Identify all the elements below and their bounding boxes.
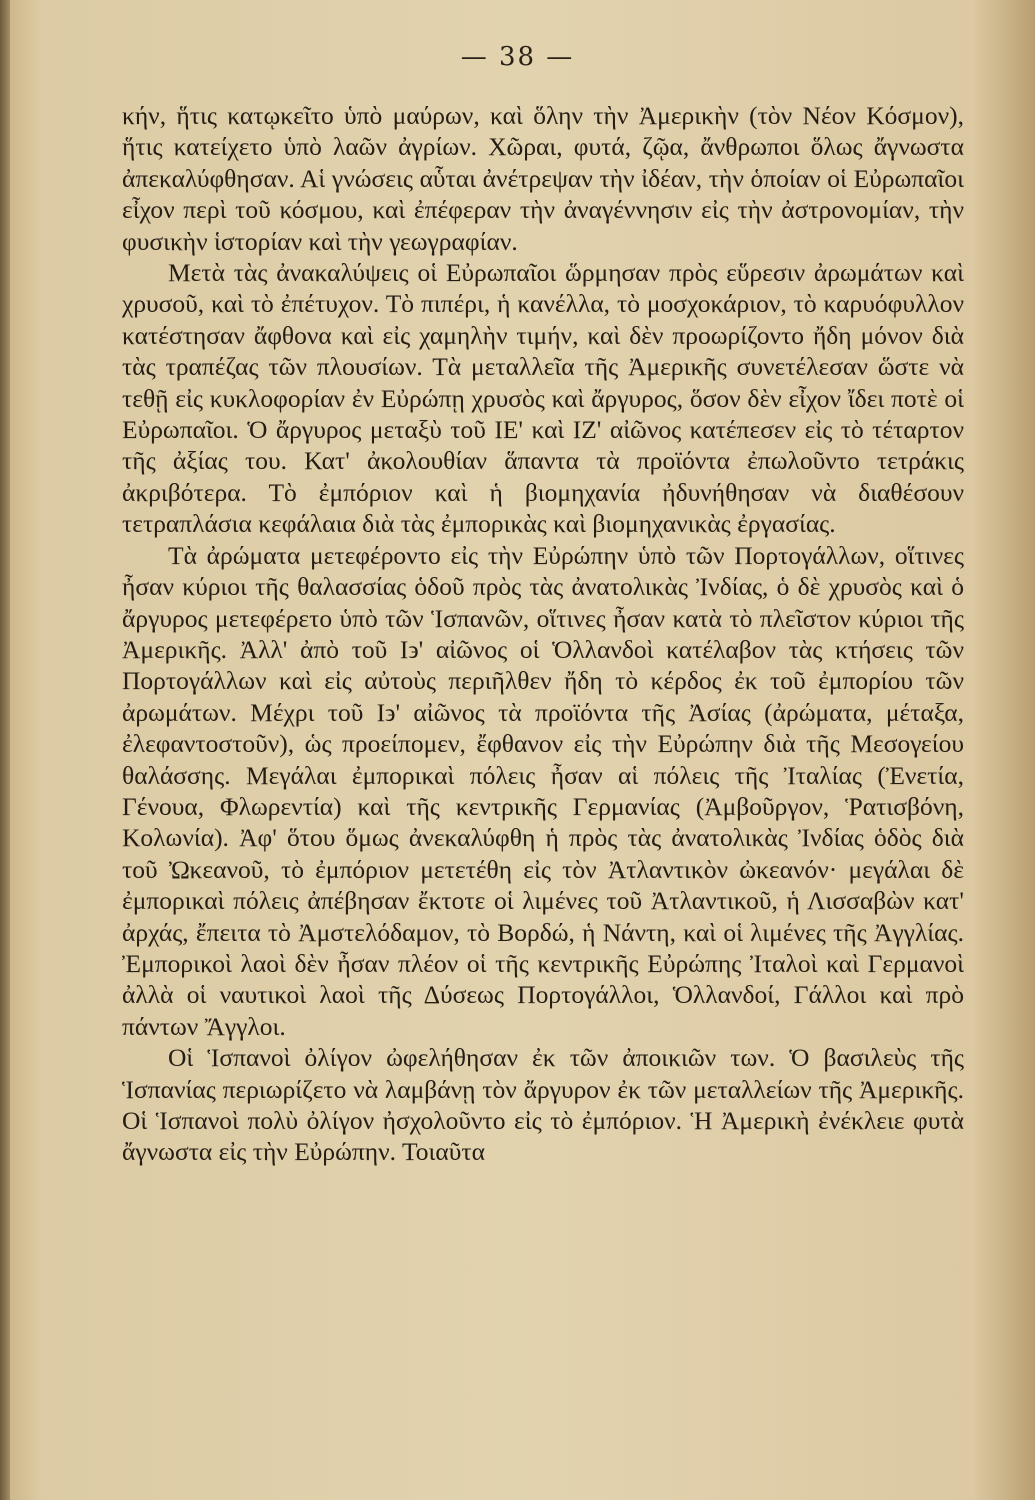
paragraph-2: Μετὰ τὰς ἀνακαλύψεις οἱ Εὐρωπαῖοι ὥρμησαν πρὸς εὕρεσιν ἀρωμάτων καὶ χρυσοῦ, καὶ τὸ ἐπέτυχον. Τὸ πιπέρι, ἡ κανέλλα, τὸ μοσχοκάριον, τὸ καρυόφυλλον κατέστησαν ἄφθονα καὶ εἰς χαμηλὴν τιμήν, καὶ δὲν προωρίζοντο ἤδη μόνον διὰ τὰς τραπέζας τῶν πλουσίων. Τὰ μεταλλεῖα τῆς Ἀμερικῆς συνετέλεσαν ὥστε νὰ τεθῇ εἰς κυκλοφορίαν ἐν Εὐρώπῃ χρυσὸς καὶ ἄργυρος, ὅσον δὲν εἶχον ἴδει ποτὲ οἱ Εὐρωπαῖοι. Ὁ ἄργυρος μεταξὺ τοῦ ΙΕ' καὶ ΙΖ' αἰῶνος κατέπεσεν εἰς τὸ τέταρτον τῆς ἀξίας του. Κατ' ἀκολουθίαν ἅπαντα τὰ προϊόντα ἐπωλοῦντο τετράκις ἀκριβότερα. Τὸ ἐμπόριον καὶ ἡ βιομηχανία ἠδυνήθησαν νὰ διαθέσουν τετραπλάσια κεφάλαια διὰ τὰς ἐμπορικὰς καὶ βιομηχανικὰς ἐργασίας. — [122, 258, 964, 539]
paragraph-3: Τὰ ἀρώματα μετεφέροντο εἰς τὴν Εὐρώπην ὑπὸ τῶν Πορτογάλλων, οἵτινες ἦσαν κύριοι τῆς θαλασσίας ὁδοῦ πρὸς τὰς ἀνατολικὰς Ἰνδίας, ὁ δὲ χρυσὸς καὶ ὁ ἄργυρος μετεφέρετο ὑπὸ τῶν Ἱσπανῶν, οἵτινες ἦσαν κατὰ τὸ πλεῖστον κύριοι τῆς Ἀμερικῆς. Ἀλλ' ἀπὸ τοῦ Ι϶' αἰῶνος οἱ Ὁλλανδοὶ κατέλαβον τὰς κτήσεις τῶν Πορτογάλλων καὶ εἰς αὐτοὺς περιῆλθεν ἤδη τὸ κέρδος ἐκ τοῦ ἐμπορίου τῶν ἀρωμάτων. Μέχρι τοῦ Ι϶' αἰῶνος τὰ προϊόντα τῆς Ἀσίας (ἀρώματα, μέταξα, ἐλεφαντοστοῦν), ὡς προείπομεν, ἔφθανον εἰς τὴν Εὐρώπην διὰ τῆς Μεσογείου θαλάσσης. Μεγάλαι ἐμπορικαὶ πόλεις ἦσαν αἱ πόλεις τῆς Ἰταλίας (Ἐνετία, Γένουα, Φλωρεντία) καὶ τῆς κεντρικῆς Γερμανίας (Ἀμβοῦργον, Ῥατισβόνη, Κολωνία). Ἀφ' ὅτου ὅμως ἀνεκαλύφθη ἡ πρὸς τὰς ἀνατολικὰς Ἰνδίας ὁδὸς διὰ τοῦ Ὠκεανοῦ, τὸ ἐμπόριον μετετέθη εἰς τὸν Ἀτλαντικὸν ὠκεανόν· μεγάλαι δὲ ἐμπορικαὶ πόλεις ἀπέβησαν ἔκτοτε οἱ λιμένες τοῦ Ἀτλαντικοῦ, ἡ Λισσαβὼν κατ' ἀρχάς, ἔπειτα τὸ Ἀμστελόδαμον, τὸ Βορδώ, ἡ Νάντη, καὶ οἱ λιμένες τῆς Ἀγγλίας. Ἐμπορικοὶ λαοὶ δὲν ἦσαν πλέον οἱ τῆς κεντρικῆς Εὐρώπης Ἰταλοὶ καὶ Γερμανοὶ ἀλλὰ οἱ ναυτικοὶ λαοὶ τῆς Δύσεως Πορτογάλλοι, Ὁλλανδοί, Γάλλοι καὶ πρὸ πάντων Ἄγγλοι. — [122, 540, 964, 1041]
paragraph-4: Οἱ Ἱσπανοὶ ὀλίγον ὠφελήθησαν ἐκ τῶν ἀποικιῶν των. Ὁ βασιλεὺς τῆς Ἱσπανίας περιωρίζετο νὰ λαμβάνῃ τὸν ἄργυρον ἐκ τῶν μεταλλείων τῆς Ἀμερικῆς. Οἱ Ἱσπανοὶ πολὺ ὀλίγον ἠσχολοῦντο εἰς τὸ ἐμπόριον. Ἡ Ἀμερικὴ ἐνέκλειε φυτὰ ἄγνωστα εἰς τὴν Εὐρώπην. Τοιαῦτα — [122, 1043, 964, 1167]
paragraph-1: κήν, ἥτις κατῳκεῖτο ὑπὸ μαύρων, καὶ ὅλην τὴν Ἀμερικὴν (τὸν Νέον Κόσμον), ἥτις κατείχετο ὑπὸ λαῶν ἀγρίων. Χῶραι, φυτά, ζῷα, ἄνθρωποι ὅλως ἄγνωστα ἀπεκαλύφθησαν. Αἱ γνώσεις αὗται ἀνέτρεψαν τὴν ἰδέαν, τὴν ὁποίαν οἱ Εὐρωπαῖοι εἶχον περὶ τοῦ κόσμου, καὶ ἐπέφεραν τὴν ἀναγέννησιν εἰς τὴν ἀστρονομίαν, τὴν φυσικὴν ἱστορίαν καὶ τὴν γεωγραφίαν. — [122, 101, 964, 256]
page-number: — 38 — — [460, 42, 575, 72]
body-text — [122, 100, 964, 1168]
book-spine — [0, 0, 10, 1500]
